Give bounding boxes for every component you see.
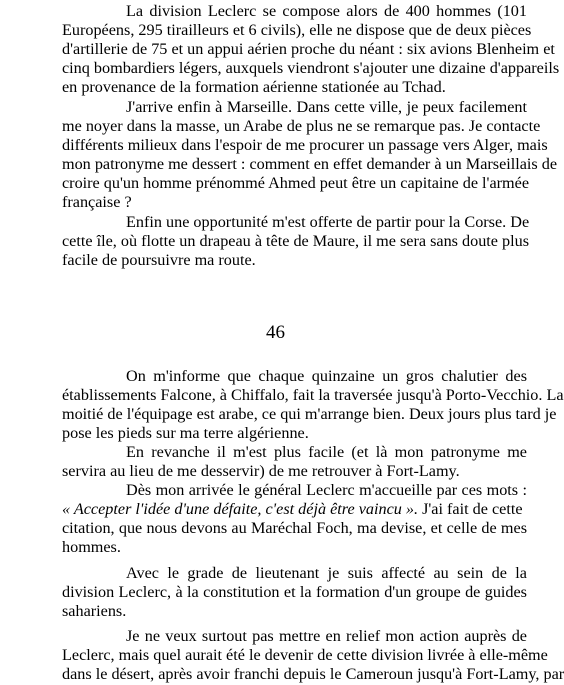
text-line: française ? bbox=[62, 193, 132, 211]
text-line: En revanche il m'est plus facile (et là mon patronyme me bbox=[126, 443, 527, 461]
text-line-with-quote bbox=[62, 500, 527, 520]
text-line: citation, que nous devons au Maréchal Foch, ma devise, et celle de mes bbox=[62, 519, 527, 537]
text-line: division Leclerc, à la constitution et la formation d'un groupe de guides bbox=[62, 583, 527, 601]
text-line: croire qu'un homme prénommé Ahmed peut être un capitaine de l'armée bbox=[62, 174, 530, 192]
text-line: Dès mon arrivée le général Leclerc m'accueille par ces mots : bbox=[126, 481, 527, 499]
text-line: en provenance de la formation aérienne stationée au Tchad. bbox=[62, 78, 446, 96]
text-line: facile de poursuivre ma route. bbox=[62, 251, 256, 269]
text-line: dans le désert, après avoir franchi depuis le Cameroun jusqu'à Fort-Lamy, par bbox=[62, 665, 564, 683]
text-line-tail: J'ai fait de cette bbox=[418, 500, 523, 518]
text-line: établissements Falcone, à Chiffalo, fait la traversée jusqu'à Porto-Vecchio. La bbox=[62, 386, 564, 404]
text-line: me noyer dans la masse, un Arabe de plus ne se remarque pas. Je contacte bbox=[62, 117, 541, 135]
text-line: Leclerc, mais quel aurait été le devenir de cette division livrée à elle-même bbox=[62, 646, 548, 664]
text-line: moitié de l'équipage est arabe, ce qui m'arrange bien. Deux jours plus tard je bbox=[62, 405, 557, 423]
text-line: différents milieux dans l'espoir de me procurer un passage vers Alger, mais bbox=[62, 136, 548, 154]
text-line: pose les pieds sur ma terre algérienne. bbox=[62, 424, 309, 442]
text-line: J'arrive enfin à Marseille. Dans cette ville, je peux facilement bbox=[126, 98, 527, 116]
foch-quote: « Accepter l'idée d'une défaite, c'est déjà être vaincu ». bbox=[62, 500, 419, 518]
text-line: Je ne veux surtout pas mettre en relief mon action auprès de bbox=[126, 627, 527, 645]
text-line: Européens, 295 tirailleurs et 6 civils), elle ne dispose que de deux pièces bbox=[62, 21, 532, 39]
text-line: servira au lieu de me desservir) de me retrouver à Fort-Lamy. bbox=[62, 462, 460, 480]
text-line: Avec le grade de lieutenant je suis affecté au sein de la bbox=[126, 564, 527, 582]
text-line: mon patronyme me dessert : comment en effet demander à un Marseillais de bbox=[62, 155, 558, 173]
text-line: Enfin une opportunité m'est offerte de partir pour la Corse. De bbox=[126, 213, 530, 231]
text-line: cinq bombardiers légers, auxquels viendront s'ajouter une dizaine d'appareils bbox=[62, 59, 560, 77]
text-line: d'artillerie de 75 et un appui aérien proche du néant : six avions Blenheim et bbox=[62, 40, 555, 58]
text-line: On m'informe que chaque quinzaine un gros chalutier des bbox=[126, 367, 527, 385]
text-line: cette île, où flotte un drapeau à tête de Maure, il me sera sans doute plus bbox=[62, 232, 530, 250]
text-line: La division Leclerc se compose alors de 400 hommes (101 bbox=[126, 2, 527, 20]
text-line: hommes. bbox=[62, 538, 121, 556]
page-number: 46 bbox=[266, 322, 285, 343]
text-line: sahariens. bbox=[62, 602, 127, 620]
